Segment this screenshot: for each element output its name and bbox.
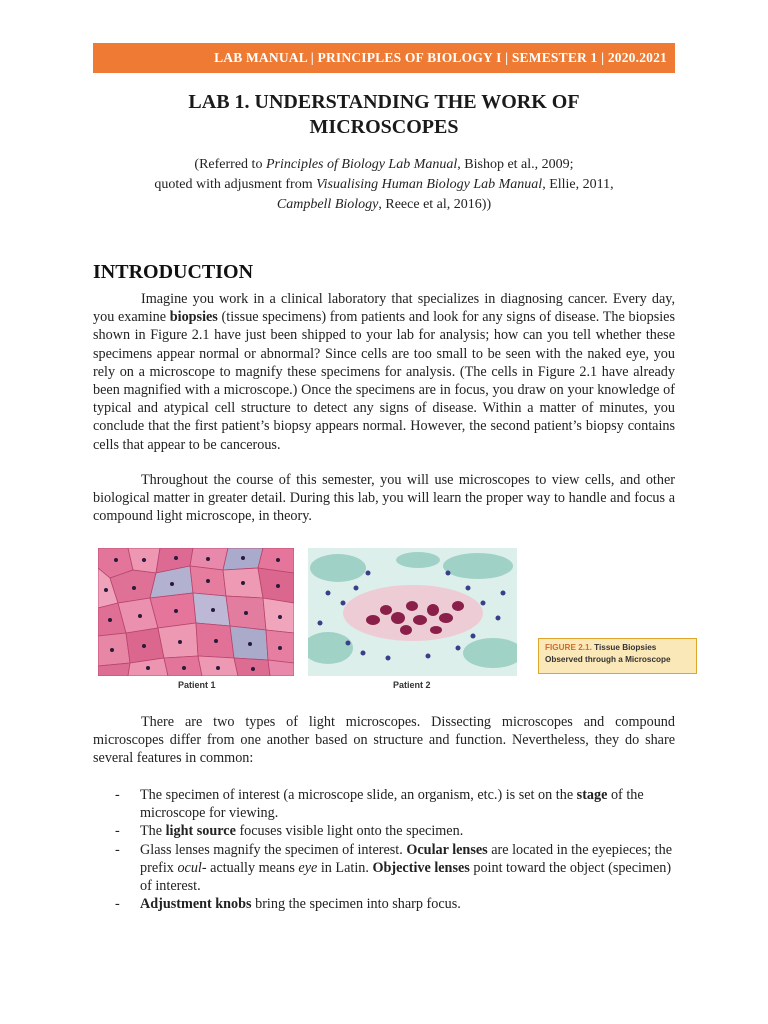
- features-list: [115, 786, 680, 913]
- paragraph-text: (tissue specimens) from patients and look for any signs of disease. The biopsies shown in Figure 2.1 have just been shipped to your lab for analysis; how can you tell whether these specimens appear normal or abnormal? Since cells are too small to be seen with the naked eye, you rely on a microscope to magnify these specimens for analysis. (The cells in Figure 2.1 have already been magnified with a microscope.) Once the specimens are in focus, you draw on your knowledge of typical and atypical cell structure to detect any signs of disease. Within a matter of minutes, you conclude that the first patient’s biopsy appears normal. However, the second patient’s biopsy contains cells that appear to be cancerous.: [93, 309, 675, 453]
- ref-title: Campbell Biology: [276, 197, 379, 212]
- ref-title: Visualising Human Biology Lab Manual: [316, 177, 543, 192]
- paragraph-text: Imagine you work in a clinical laboratory that specializes in diagnosing cancer. Every day, you examine: [93, 291, 675, 326]
- header-banner-text: LAB MANUAL | PRINCIPLES OF BIOLOGY I | SEMESTER 1 | 2020.2021: [214, 50, 667, 65]
- list-text: Glass lenses magnify the specimen of interest.: [140, 841, 407, 858]
- list-item: [115, 841, 680, 896]
- list-item: [115, 895, 680, 913]
- italic-term: eye: [298, 859, 318, 876]
- figure-caption-patient-2: Patient 2: [393, 680, 431, 690]
- figure-label-box: [538, 638, 697, 674]
- ref-text: , Bishop et al., 2009;: [457, 157, 574, 172]
- references: [93, 155, 675, 215]
- ref-text: (Referred to: [194, 157, 266, 172]
- list-text: actually means: [206, 859, 299, 876]
- intro-paragraph-3: There are two types of light microscopes. Dissecting microscopes and compound microscopes differ from one another based on structure and function. Nevertheless, they do share several features in common:: [93, 714, 675, 767]
- figure-number: FIGURE 2.1.: [545, 643, 592, 652]
- section-heading-introduction: INTRODUCTION: [93, 261, 254, 283]
- intro-paragraph-2: Throughout the course of this semester, you will use microscopes to view cells, and other biological matter in greater detail. During this lab, you will learn the proper way to handle and focus a compound light microscope, in theory.: [93, 472, 675, 525]
- list-text: The: [140, 823, 166, 840]
- patient-2-biopsy-image: [308, 548, 517, 676]
- bold-term: Adjustment knobs: [140, 896, 252, 913]
- title-line-2: MICROSCOPES: [309, 116, 459, 138]
- figure-caption-patient-1: Patient 1: [178, 680, 216, 690]
- figure-2-1: [98, 548, 698, 698]
- ref-title: Principles of Biology Lab Manual: [265, 157, 458, 172]
- reference-line-3: [93, 195, 675, 215]
- ref-text: quoted with adjusment from: [154, 177, 317, 192]
- list-text: are located in the eyepieces; the prefix: [140, 841, 673, 876]
- list-text: The specimen of interest (a microscope slide, an organism, etc.) is set on the: [140, 787, 577, 803]
- list-text: focuses visible light onto the specimen.: [235, 823, 464, 840]
- list-text: bring the specimen into sharp focus.: [251, 896, 461, 913]
- bold-term: Objective lenses: [372, 859, 470, 876]
- header-banner: [93, 43, 675, 73]
- figure-title-part-1: Tissue Biopsies: [591, 643, 657, 652]
- list-text: of the microscope for viewing.: [140, 787, 644, 822]
- patient-1-biopsy-image: [98, 548, 294, 676]
- bold-term: biopsies: [169, 309, 218, 326]
- page-title: [93, 90, 675, 140]
- list-text: in Latin.: [317, 859, 373, 876]
- figure-title-part-2: Observed through a Microscope: [545, 655, 671, 664]
- bold-term: stage: [576, 787, 608, 803]
- list-text: point toward the object (specimen) of interest.: [140, 859, 672, 895]
- bold-term: Ocular lenses: [406, 841, 488, 858]
- title-line-1: LAB 1. UNDERSTANDING THE WORK OF: [188, 91, 580, 113]
- ref-text: , Ellie, 2011,: [542, 177, 614, 192]
- italic-term: ocul-: [177, 859, 207, 876]
- list-item: [115, 786, 680, 822]
- figure-label-line-1: [545, 642, 690, 654]
- list-item: [115, 822, 680, 840]
- bold-term: light source: [165, 823, 236, 840]
- reference-line-2: [93, 175, 675, 195]
- ref-text: , Reece et al, 2016)): [378, 197, 492, 212]
- reference-line-1: [93, 155, 675, 175]
- intro-paragraph-1: [93, 290, 675, 454]
